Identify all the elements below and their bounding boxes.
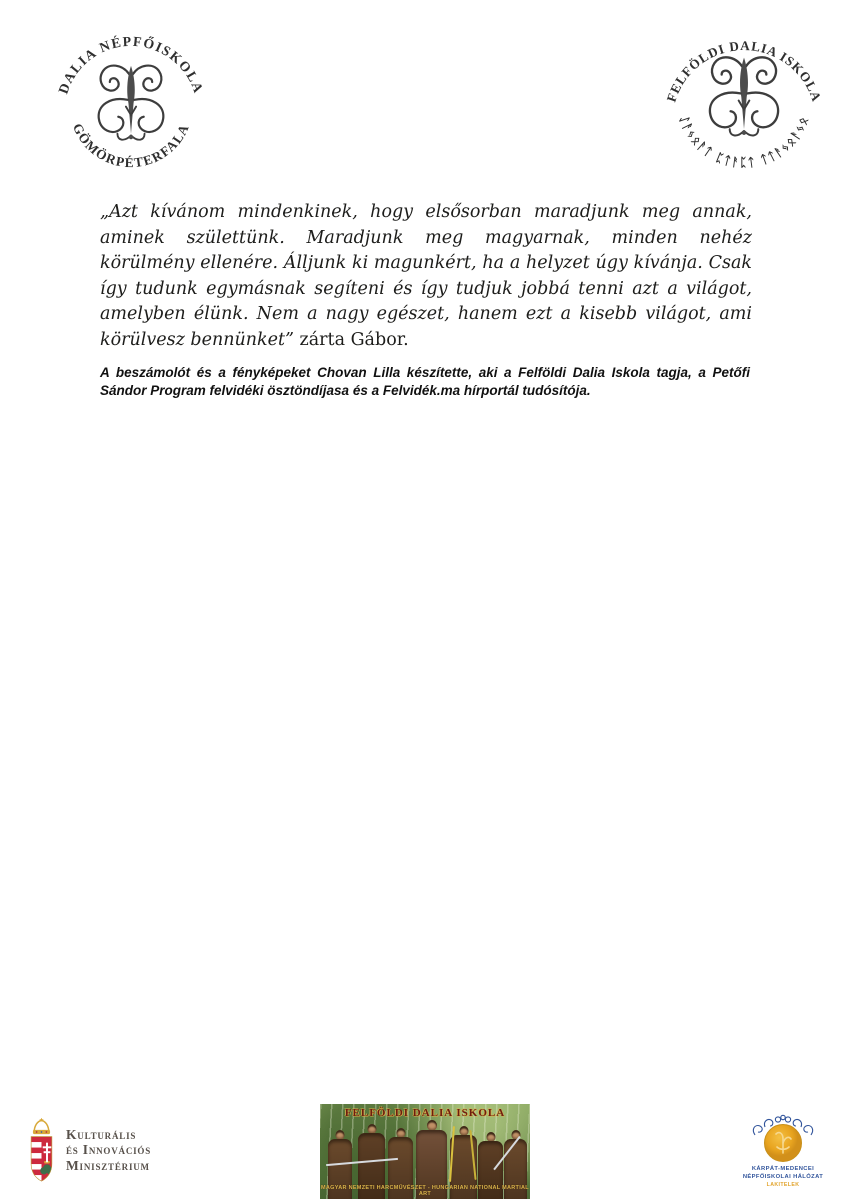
right-logo-top-arc-text: FELFÖLDI DALIA ISKOLA <box>663 38 825 104</box>
tulip-ornament-icon <box>99 66 164 140</box>
quote-italic-text: „Azt kívánom mindenkinek, hogy elsősorban maradjunk meg annak, aminek születtünk. Maradjunk meg magyarnak, minden nehéz körülmény ellenére. Álljunk ki magunkért, ha a helyzet úgy kívánja. Csak így tudunk egymásnak segíteni és így tudjuk jobbá tenni azt a világot, amelyben élünk. Nem a nagy egészet, hanem ezt a kisebb világot, ami körülvesz bennünket” <box>100 202 752 350</box>
network-name-line-1: KÁRPÁT-MEDENCEI <box>751 1166 815 1172</box>
quote-closing-text: zárta Gábor. <box>293 329 409 350</box>
ministry-line-2: és Innovációs <box>66 1142 152 1158</box>
credits-paragraph: A beszámolót és a fényképeket Chovan Lilla készítette, aki a Felföldi Dalia Iskola tagja, a Petőfi Sándor Program felvidéki ösztöndíjasa és a Felvidék.ma hírportál tudósítója. <box>100 365 750 398</box>
ministry-line-1: Kulturális <box>66 1126 137 1142</box>
network-name-line-3: LAKITELEK <box>766 1182 800 1188</box>
right-logo-runic-arc-text: ᛇᚨᛃᛟᚨᛏ ᛈᛏᚨᛈᛏ ᛏᛏᚨᛃᛟᚨᛃᛟ <box>676 113 812 170</box>
nepfoiskolai-halozat-logo <box>733 1113 833 1189</box>
network-name-line-2: NÉPFŐISKOLAI HÁLÓZAT <box>742 1174 824 1180</box>
dalia-nepfoiskola-logo <box>42 22 220 174</box>
ministry-wordmark <box>66 1127 151 1174</box>
left-logo-bottom-arc-text: GÖMÖRPÉTERFALA <box>69 121 193 171</box>
ministry-line-3: Minisztérium <box>66 1157 150 1173</box>
dalia-iskola-photo-banner <box>320 1104 530 1199</box>
tulip-ornament-icon <box>710 57 778 135</box>
ministry-logo <box>26 1117 151 1183</box>
felfoldi-dalia-iskola-logo <box>650 16 838 174</box>
network-emblem-icon <box>741 1113 825 1165</box>
left-logo-top-arc-text: DALIA NÉPFŐISKOLA <box>55 33 207 96</box>
banner-title: FELFÖLDI DALIA ISKOLA <box>344 1107 506 1119</box>
hungarian-coat-of-arms-icon <box>26 1117 57 1183</box>
quote-paragraph <box>100 200 752 353</box>
banner-caption: MAGYAR NEMZETI HARCMŰVÉSZET - HUNGARIAN NATIONAL MARTIAL ART <box>321 1185 529 1197</box>
